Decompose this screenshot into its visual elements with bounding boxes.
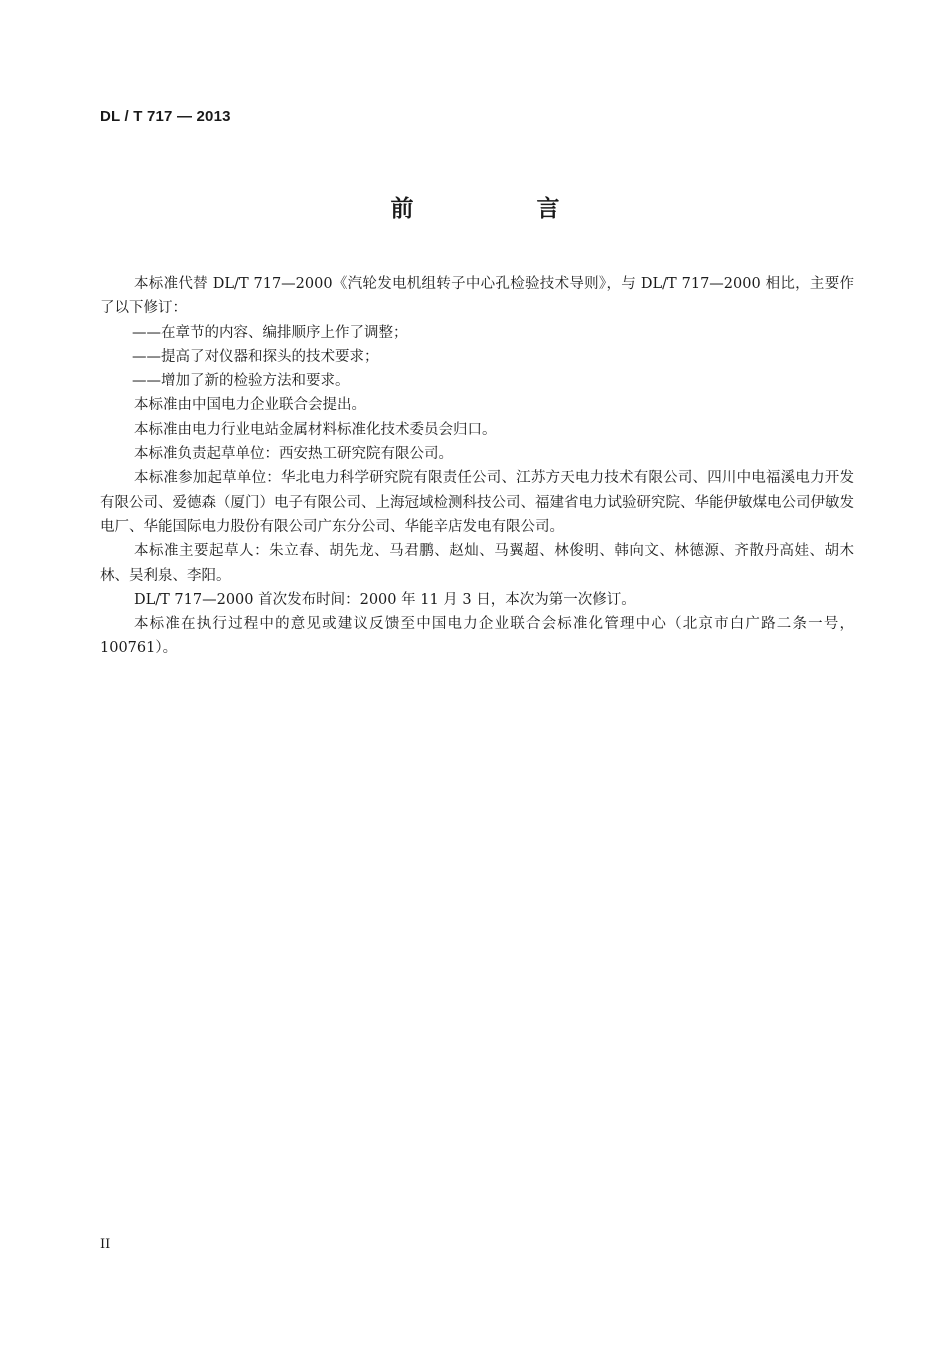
paragraph-drafting-unit: 本标准负责起草单位：西安热工研究院有限公司。 bbox=[134, 446, 453, 463]
paragraph-release-history: DL/T 717—2000 首次发布时间：2000 年 11 月 3 日，本次为第一次修订。 bbox=[134, 591, 636, 608]
revision-item: ——增加了新的检验方法和要求。 bbox=[132, 373, 350, 390]
paragraph-proposed-by: 本标准由中国电力企业联合会提出。 bbox=[134, 397, 366, 414]
paragraph-participating-units: 本标准参加起草单位：华北电力科学研究院有限责任公司、江苏方天电力技术有限公司、四川中电福溪电力开发有限公司、爱德森（厦门）电子有限公司、上海冠域检测科技公司、福建省电力试验研究院、华能伊敏煤电公司伊敏发电厂、华能国际电力股份有限公司广东分公司、华能辛店发电有限公司。 bbox=[100, 470, 854, 535]
paragraph-feedback: 本标准在执行过程中的意见或建议反馈至中国电力企业联合会标准化管理中心（北京市白广路二条一号，100761）。 bbox=[100, 616, 854, 657]
paragraph-centralized-by: 本标准由电力行业电站金属材料标准化技术委员会归口。 bbox=[134, 421, 497, 438]
standard-code: DL / T 717 — 2013 bbox=[100, 108, 231, 125]
paragraph-replacement: 本标准代替 DL/T 717—2000《汽轮发电机组转子中心孔检验技术导则》，与 DL/T 717—2000 相比，主要作了以下修订： bbox=[100, 276, 854, 317]
page-title: 前 言 bbox=[390, 196, 610, 222]
revision-item: ——在章节的内容、编排顺序上作了调整； bbox=[132, 324, 408, 341]
paragraph-drafters: 本标准主要起草人：朱立春、胡先龙、马君鹏、赵灿、马翼超、林俊明、韩向文、林德源、齐散丹高娃、胡木林、吴利泉、李阳。 bbox=[100, 543, 854, 584]
page-number: II bbox=[100, 1237, 111, 1252]
foreword-body bbox=[100, 272, 854, 661]
revision-item: ——提高了对仪器和探头的技术要求； bbox=[132, 348, 379, 365]
